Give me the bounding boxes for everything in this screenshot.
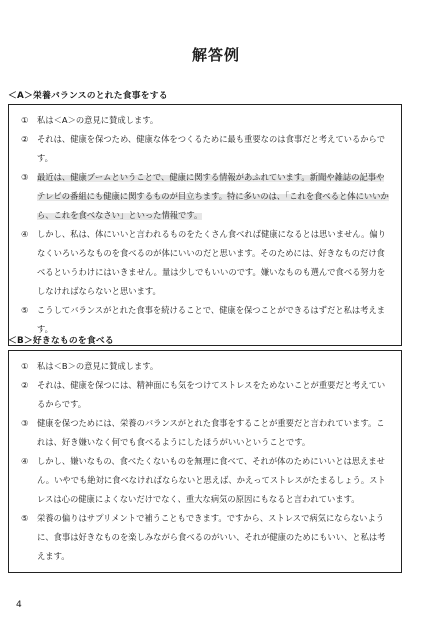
section-b-paragraph-2 [21,376,389,414]
paragraph-text: しかし、私は、体にいいと言われるものをたくさん食べれば健康になるとは思いません。偏りなくいろいろなものを食べるのが体にいいのだと思います。そのためには、好きなものだけ食べるというわけにはいきません。量は少しでもいいのです。嫌いなものも選んで食べる努力をしなければならないと思います。 [37,229,386,296]
paragraph-text: 健康を保つためには、栄養のバランスがとれた食事をすることが重要だと言われています。これは、好き嫌いなく何でも食べるようにしたほうがいいということです。 [37,418,385,447]
paragraph-text: 私は＜A＞の意見に賛成します。 [37,115,159,125]
section-a-paragraph-1 [21,111,389,130]
section-a-heading: ＜A＞栄養バランスのとれた食事をする [8,91,168,101]
paragraph-text: こうしてバランスがとれた食事を続けることで、健康を保つことができるはずだと私は考えます。 [37,305,386,334]
paragraph-number: ① [21,361,29,371]
section-b-paragraph-3 [21,414,389,452]
page-title: 解答例 [191,46,240,64]
paragraph-number: ① [21,115,29,125]
section-b-paragraph-4 [21,452,389,509]
section-b-paragraph-5 [21,509,389,566]
paragraph-text: 栄養の偏りはサプリメントで補うこともできます。ですから、ストレスで病気にならないように、食事は好きなものを楽しみながら食べるのがいい、それが健康のためにもいい、と私は考えます。 [37,513,386,561]
section-a-paragraph-3 [21,168,389,225]
paragraph-number: ④ [21,456,29,466]
paragraph-text: それは、健康を保つには、精神面にも気をつけてストレスをためないことが重要だと考えているからです。 [37,380,386,409]
page-number: 4 [16,600,22,610]
paragraph-number: ② [21,380,29,390]
paragraph-number: ⑤ [21,305,29,315]
section-b-box [8,350,402,573]
section-a-paragraph-2 [21,130,389,168]
paragraph-text: それは、健康を保つため、健康な体をつくるために最も重要なのは食事だと考えているからです。 [37,134,386,163]
paragraph-number: ② [21,134,29,144]
section-a-box [8,104,402,346]
paragraph-text: 最近は、健康ブームということで、健康に関する情報があふれています。新聞や雑誌の記事やテレビの番組にも健康に関するものが目立ちます。特に多いのは、「これを食べると体にいいから、これを食べなさい」といった情報です。 [37,172,389,220]
paragraph-number: ③ [21,172,29,182]
section-a-paragraph-4 [21,225,389,301]
paragraph-number: ④ [21,229,29,239]
section-b-heading: ＜B＞好きなものを食べる [8,336,114,346]
paragraph-text: 私は＜B＞の意見に賛成します。 [37,361,159,371]
paragraph-number: ③ [21,418,29,428]
section-b-paragraph-1 [21,357,389,376]
paragraph-number: ⑤ [21,513,29,523]
paragraph-text: しかし、嫌いなもの、食べたくないものを無理に食べて、それが体のためにいいとは思えません。いやでも絶対に食べなければならないと思えば、かえってストレスがたまるしょう。ストレスは心の健康によくないだけでなく、重大な病気の原因にもなると言われています。 [37,456,386,504]
